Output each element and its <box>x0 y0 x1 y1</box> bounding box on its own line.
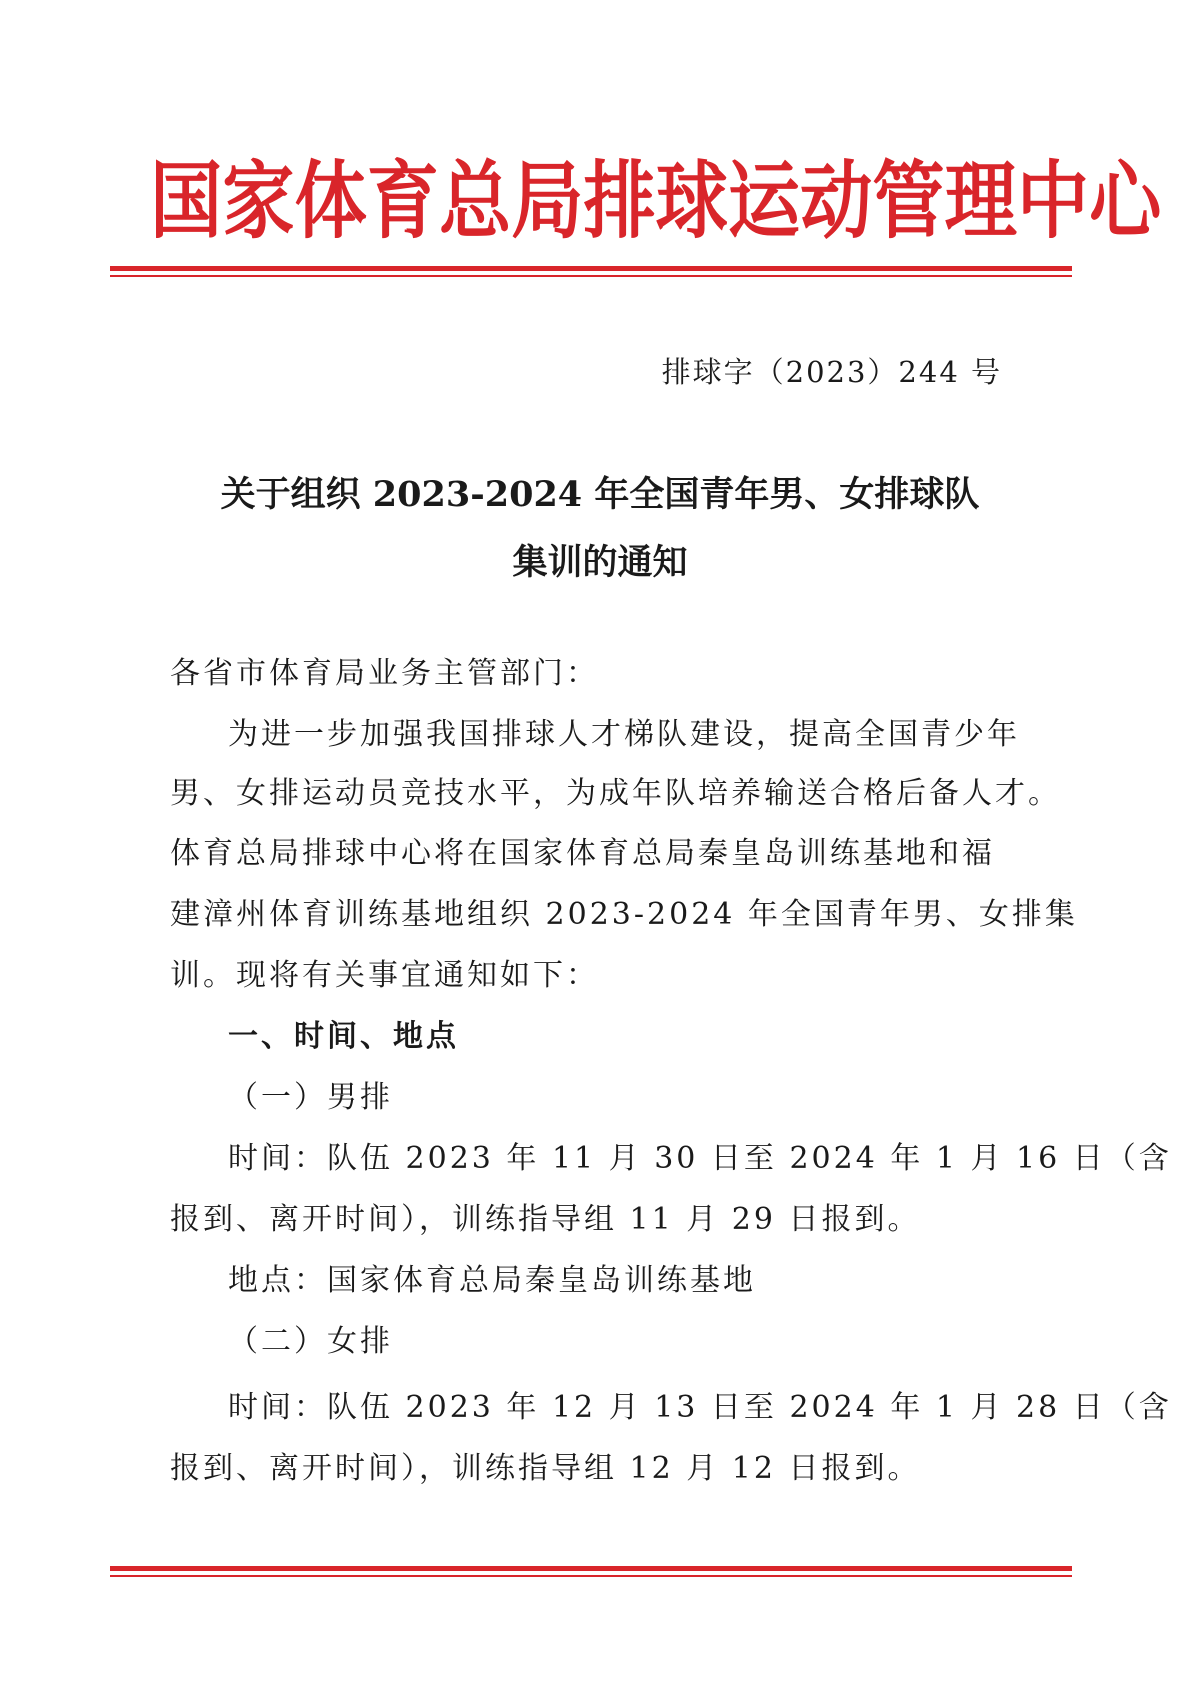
header-rule-thick <box>110 266 1072 271</box>
intro-line: 训。现将有关事宜通知如下： <box>170 958 599 993</box>
salutation: 各省市体育局业务主管部门： <box>170 656 599 691</box>
women-time-line: 报到、离开时间），训练指导组 12 月 12 日报到。 <box>170 1451 921 1486</box>
document-number: 排球字（2023）244 号 <box>661 355 1002 389</box>
women-time-line: 时间：队伍 2023 年 12 月 13 日至 2024 年 1 月 28 日（含 <box>228 1390 1172 1425</box>
intro-line: 为进一步加强我国排球人才梯队建设，提高全国青少年 <box>228 717 1020 752</box>
subheading-women: （二）女排 <box>228 1324 393 1359</box>
men-time-line: 报到、离开时间），训练指导组 11 月 29 日报到。 <box>170 1202 921 1237</box>
men-place: 地点：国家体育总局秦皇岛训练基地 <box>228 1263 756 1298</box>
intro-line: 男、女排运动员竞技水平，为成年队培养输送合格后备人才。 <box>170 776 1061 811</box>
footer-rule-thin <box>110 1575 1072 1577</box>
header-rule-thin <box>110 275 1072 277</box>
intro-line: 建漳州体育训练基地组织 2023-2024 年全国青年男、女排集 <box>170 897 1078 932</box>
document-title-line-1: 关于组织 2023-2024 年全国青年男、女排球队 <box>220 474 980 515</box>
intro-line: 体育总局排球中心将在国家体育总局秦皇岛训练基地和福 <box>170 836 995 871</box>
section-heading: 一、时间、地点 <box>228 1019 459 1054</box>
organization-header: 国家体育总局排球运动管理中心 <box>150 152 1162 250</box>
document-title-line-2: 集训的通知 <box>512 542 688 583</box>
subheading-men: （一）男排 <box>228 1080 393 1115</box>
footer-rule-thick <box>110 1566 1072 1571</box>
men-time-line: 时间：队伍 2023 年 11 月 30 日至 2024 年 1 月 16 日（含 <box>228 1141 1172 1176</box>
